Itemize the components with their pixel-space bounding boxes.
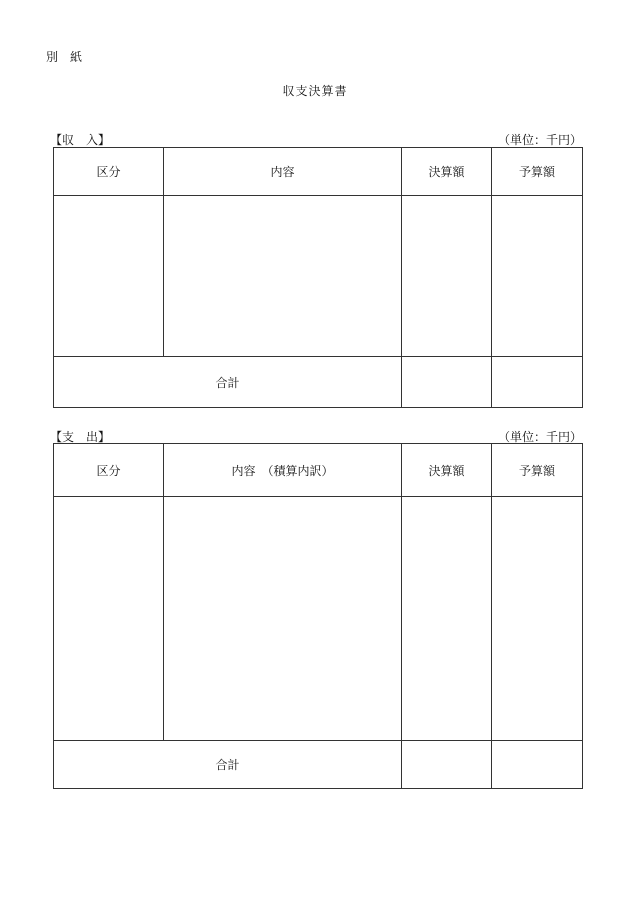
income-header-budget: 予算額 (492, 148, 583, 196)
expense-body-row (54, 497, 583, 741)
expense-settled-cell (402, 497, 492, 741)
expense-budget-cell (492, 497, 583, 741)
document-title: 収支決算書 (282, 84, 348, 98)
income-header-category: 区分 (54, 148, 164, 196)
expense-header-content: 内容 （積算内訳） (164, 444, 402, 497)
expense-content-cell (164, 497, 402, 741)
expense-total-settled-cell (402, 741, 492, 789)
expense-category-cell (54, 497, 164, 741)
expense-header-row (54, 444, 583, 497)
income-header-row (54, 148, 583, 196)
income-settled-cell (402, 196, 492, 357)
income-content-cell (164, 196, 402, 357)
expense-section-label: 【支 出】 (50, 430, 111, 444)
income-header-content: 内容 (164, 148, 402, 196)
income-category-cell (54, 196, 164, 357)
expense-total-row (54, 741, 583, 789)
expense-total-budget-cell (492, 741, 583, 789)
income-body-row (54, 196, 583, 357)
income-total-settled-cell (402, 357, 492, 408)
income-header-settled: 決算額 (402, 148, 492, 196)
income-table (53, 147, 583, 408)
income-section-label: 【収 入】 (50, 133, 111, 147)
attachment-label: 別紙 (46, 50, 95, 64)
income-total-label: 合計 (54, 357, 402, 408)
expense-table (53, 443, 583, 789)
expense-total-label: 合計 (54, 741, 402, 789)
income-unit-label: （単位：千円） (497, 133, 582, 147)
income-total-budget-cell (492, 357, 583, 408)
income-total-row (54, 357, 583, 408)
expense-header-settled: 決算額 (402, 444, 492, 497)
expense-header-category: 区分 (54, 444, 164, 497)
expense-unit-label: （単位：千円） (497, 430, 582, 444)
expense-header-budget: 予算額 (492, 444, 583, 497)
income-budget-cell (492, 196, 583, 357)
